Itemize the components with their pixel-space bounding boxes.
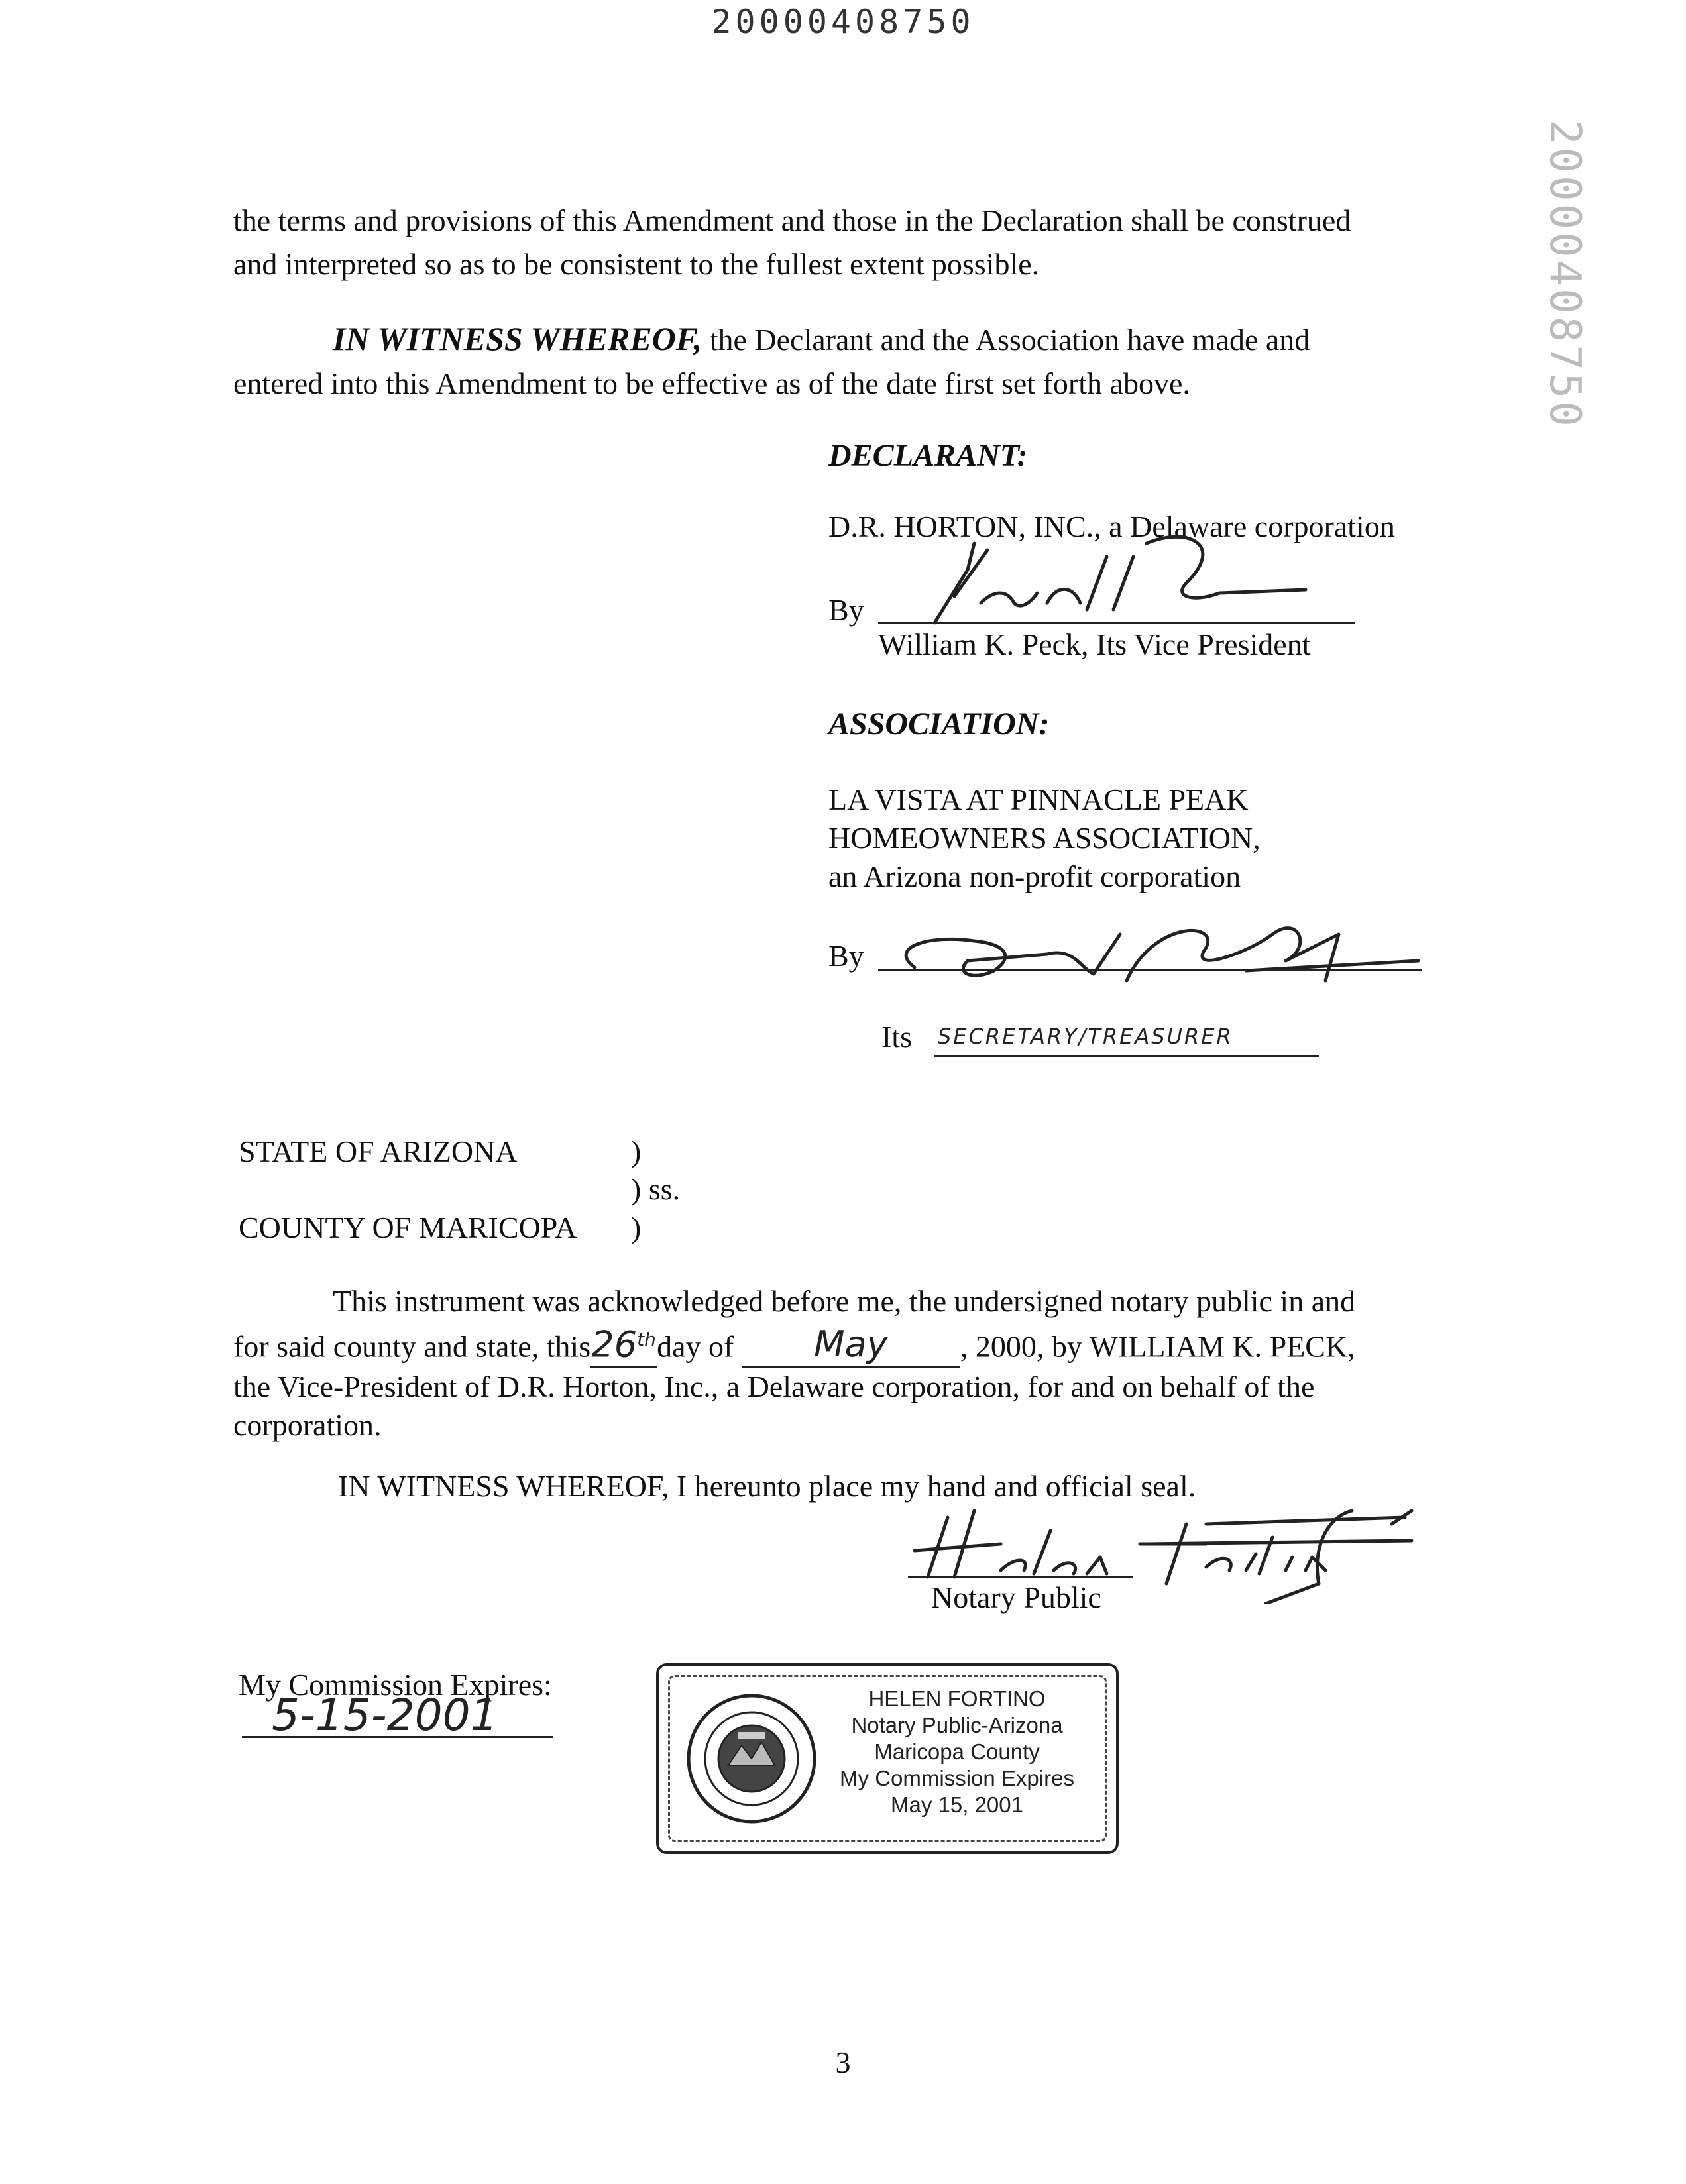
side-recording-stamp xyxy=(1536,119,1596,429)
paragraph-terms xyxy=(233,199,1492,286)
page-number: 3 xyxy=(835,2046,851,2079)
seal-line: May 15, 2001 xyxy=(891,1792,1023,1817)
association-its-line xyxy=(934,1055,1319,1057)
declarant-signer: William K. Peck, Its Vice President xyxy=(878,628,1311,661)
side-stamp-text: 20000408750 xyxy=(1540,119,1589,429)
association-by-label: By xyxy=(828,939,864,973)
ack-line: the Vice-President of D.R. Horton, Inc., a Delaware corporation, for and on behalf of the xyxy=(233,1370,1315,1404)
acknowledgment-paragraph xyxy=(233,1282,1492,1445)
venue-paren-bottom: ) xyxy=(631,1211,642,1244)
seal-line: Notary Public-Arizona xyxy=(851,1713,1063,1737)
paragraph-line: and interpreted so as to be consistent to the fullest extent possible. xyxy=(233,247,1040,281)
ack-text: , 2000, by WILLIAM K. PECK, xyxy=(960,1329,1355,1364)
venue-county: COUNTY OF MARICOPA xyxy=(239,1211,577,1244)
venue-paren-top: ) xyxy=(631,1134,642,1168)
ack-line xyxy=(233,1321,1492,1368)
notary-witness-line: IN WITNESS WHEREOF, I hereunto place my hand and official seal. xyxy=(338,1469,1196,1503)
association-line: LA VISTA AT PINNACLE PEAK xyxy=(828,783,1249,816)
ack-day-blank xyxy=(590,1321,657,1368)
association-line: an Arizona non-profit corporation xyxy=(828,859,1241,893)
seal-line: My Commission Expires xyxy=(840,1766,1074,1790)
ack-month: May xyxy=(814,1323,888,1366)
declarant-signature xyxy=(908,530,1319,636)
paragraph-line: the terms and provisions of this Amendment and those in the Declaration shall be construed xyxy=(233,203,1351,237)
declarant-heading: DECLARANT: xyxy=(828,438,1028,473)
paragraph-witness xyxy=(233,317,1492,406)
commission-date-handwritten: 5-15-2001 xyxy=(272,1690,498,1741)
document-number: 20000408750 xyxy=(711,3,975,41)
ack-day-suffix: th xyxy=(637,1329,656,1350)
paragraph-line: entered into this Amendment to be effective as of the date first set forth above. xyxy=(233,366,1190,400)
association-its-label: Its xyxy=(881,1020,912,1054)
seal-name: HELEN FORTINO xyxy=(868,1686,1046,1711)
seal-text-block xyxy=(824,1686,1090,1818)
notary-public-label: Notary Public xyxy=(931,1580,1101,1614)
ack-line: This instrument was acknowledged before me, the undersigned notary public in and xyxy=(333,1284,1356,1318)
commission-label: My Commission Expires: xyxy=(239,1668,552,1702)
declarant-by-label: By xyxy=(828,593,864,627)
venue-state: STATE OF ARIZONA xyxy=(239,1134,518,1168)
ack-text: for said county and state, this xyxy=(233,1329,591,1364)
association-name xyxy=(828,781,1261,896)
association-signature xyxy=(875,908,1445,994)
ack-text: day of xyxy=(657,1329,734,1364)
association-title-handwritten: SECRETARY/TREASURER xyxy=(938,1024,1233,1049)
ack-month-blank xyxy=(742,1325,960,1368)
witness-lead: IN WITNESS WHEREOF, xyxy=(333,320,702,357)
association-line: HOMEOWNERS ASSOCIATION, xyxy=(828,821,1261,855)
declarant-company: D.R. HORTON, INC., a Delaware corporation xyxy=(828,510,1395,543)
ack-day: 26 xyxy=(591,1323,638,1366)
arizona-state-seal-icon xyxy=(685,1692,818,1825)
association-heading: ASSOCIATION: xyxy=(828,706,1050,741)
paragraph-text: the Declarant and the Association have made and xyxy=(702,323,1310,356)
ack-line: corporation. xyxy=(233,1408,382,1443)
seal-line: Maricopa County xyxy=(874,1739,1040,1764)
venue-ss: ) ss. xyxy=(631,1172,681,1206)
notary-seal-stamp xyxy=(656,1663,1119,1854)
